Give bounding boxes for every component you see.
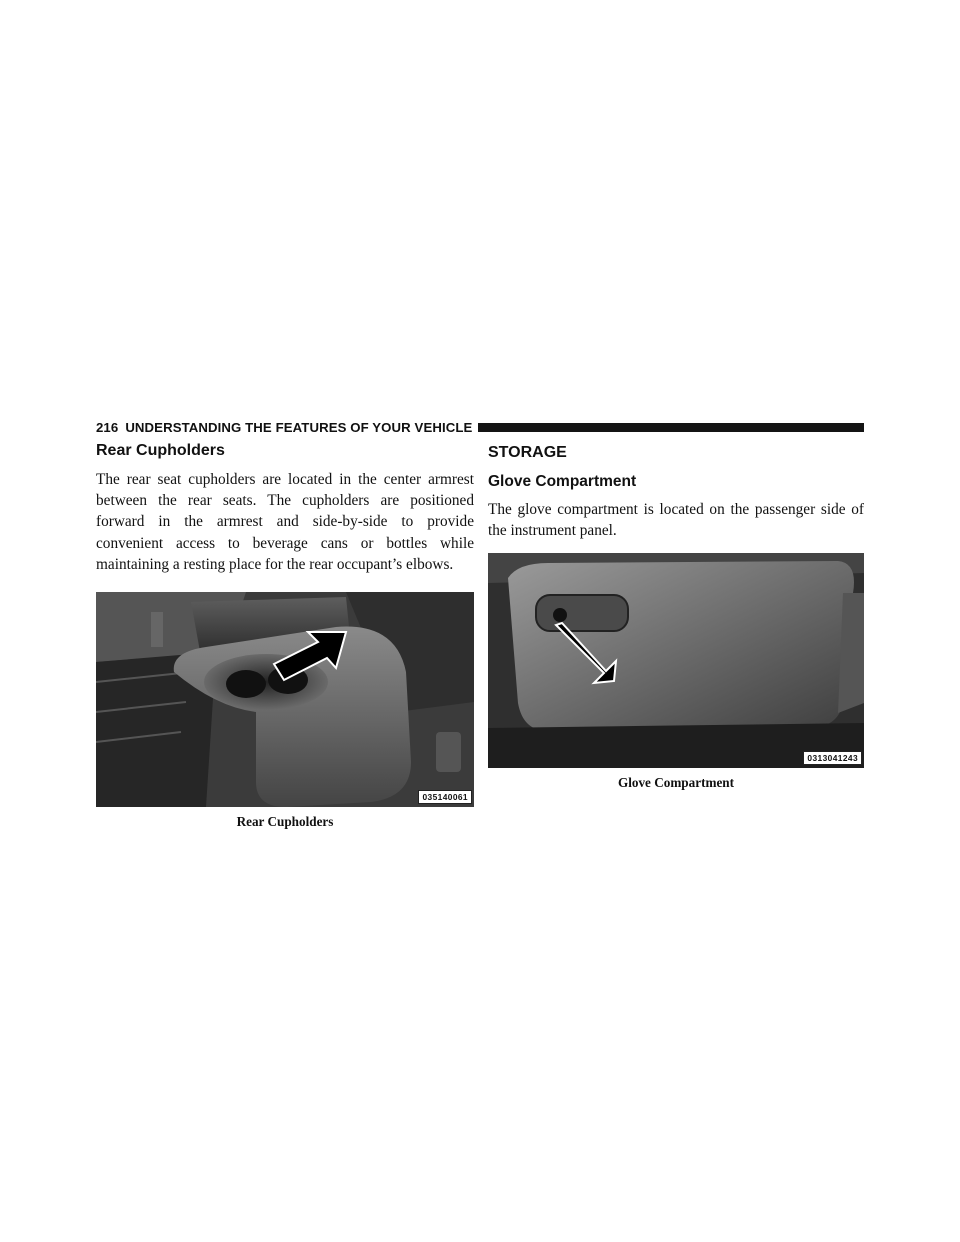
figure-id-label: 0313041243 <box>803 751 862 765</box>
rear-cupholders-text: The rear seat cupholders are located in the center armrest between the rear seats. The cupholders are positioned forward in the armrest and side-by-side to provide convenient access to beverage cans or bottles while maintaining a resting place for the rear occupant’s elbows. <box>96 471 474 573</box>
running-header <box>96 419 864 435</box>
rear-cupholders-heading: Rear Cupholders <box>96 442 225 459</box>
right-column <box>488 442 864 791</box>
figure-id-label: 035140061 <box>418 790 472 804</box>
rear-cupholders-figure <box>96 592 474 807</box>
rear-cupholders-illustration <box>96 592 474 807</box>
glove-compartment-caption: Glove Compartment <box>617 775 735 791</box>
chapter-title: UNDERSTANDING THE FEATURES OF YOUR VEHICLE <box>125 419 473 435</box>
glove-compartment-figure <box>488 553 864 768</box>
left-column <box>96 442 474 830</box>
header-rule <box>478 423 864 432</box>
page-number: 216 <box>96 419 119 435</box>
glove-compartment-heading: Glove Compartment <box>488 473 637 490</box>
rear-cupholders-caption: Rear Cupholders <box>236 814 334 830</box>
storage-heading: STORAGE <box>488 444 567 461</box>
glove-compartment-illustration <box>488 553 864 768</box>
glove-compartment-text: The glove compartment is located on the passenger side of the instrument panel. <box>488 501 864 540</box>
